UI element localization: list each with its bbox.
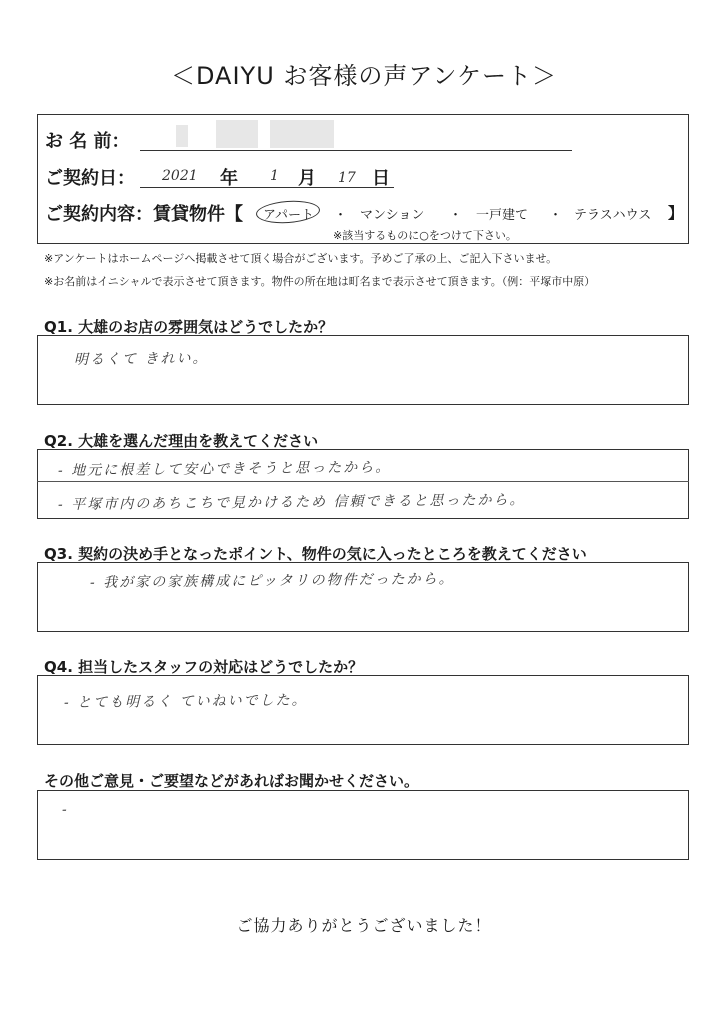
q3-heading: Q3. 契約の決め手となったポイント、物件の気に入ったところを教えてください (44, 545, 587, 563)
other-comments-box[interactable] (37, 790, 689, 860)
contract-label: ご契約内容：賃貸物件【 (45, 204, 243, 225)
option-separator-1: ・ (334, 208, 348, 223)
option-detached-house[interactable]: 一戸建て (476, 208, 529, 223)
other-comments-heading: その他ご意見・ご要望などがあればお聞かせください。 (44, 772, 420, 790)
date-month-unit: 月 (298, 168, 316, 189)
date-day-value[interactable]: 17 (338, 170, 356, 186)
q2-answer-text-1: - 地元に根差して安心できそうと思ったから。 (57, 459, 392, 479)
page-title: ＜DAIYU お客様の声アンケート＞ (171, 62, 557, 90)
option-separator-2: ・ (449, 208, 463, 223)
name-underline (140, 150, 572, 151)
q3-answer-text: - 我が家の家族構成にピッタリの物件だったから。 (89, 571, 455, 591)
q1-answer-text: 明るくて きれい。 (73, 350, 209, 368)
circle-instruction: ※該当するものに○をつけて下さい。 (333, 229, 517, 242)
date-underline (140, 187, 394, 188)
q2-answer-text-2: - 平塚市内のあちこちで見かけるため 信頼できると思ったから。 (57, 492, 526, 513)
option-apartment[interactable]: アパート (263, 208, 314, 223)
q2-heading: Q2. 大雄を選んだ理由を教えてください (44, 432, 319, 450)
q1-heading: Q1. 大雄のお店の雰囲気はどうでしたか？ (44, 318, 334, 336)
name-redacted-3 (270, 120, 334, 148)
q2-divider (37, 481, 689, 482)
thank-you-message: ご協力ありがとうございました！ (236, 916, 492, 935)
q4-heading: Q4. 担当したスタッフの対応はどうでしたか？ (44, 658, 364, 676)
name-redacted-1 (176, 125, 188, 147)
date-year-unit: 年 (220, 168, 238, 189)
date-day-unit: 日 (372, 168, 390, 189)
note-publication: ※アンケートはホームページへ掲載させて頂く場合がございます。予めご了承の上、ご記入下さいませ。 (44, 252, 558, 265)
name-redacted-2 (216, 120, 258, 148)
q4-answer-text: - とても明るく ていねいでした。 (63, 692, 308, 711)
name-label: お 名 前： (45, 131, 130, 152)
option-separator-3: ・ (549, 208, 563, 223)
option-mansion[interactable]: マンション (360, 208, 425, 223)
contract-bracket-close: 】 (668, 204, 684, 222)
other-comments-text: - (61, 801, 69, 818)
date-year-value[interactable]: 2021 (162, 168, 198, 184)
option-terrace-house[interactable]: テラスハウス (574, 208, 652, 223)
date-label: ご契約日： (45, 168, 135, 189)
note-initials: ※お名前はイニシャルで表示させて頂きます。物件の所在地は町名まで表示させて頂きます。（例：平塚市中原） (44, 275, 596, 288)
date-month-value[interactable]: 1 (270, 168, 279, 184)
q1-answer-box[interactable] (37, 335, 689, 405)
